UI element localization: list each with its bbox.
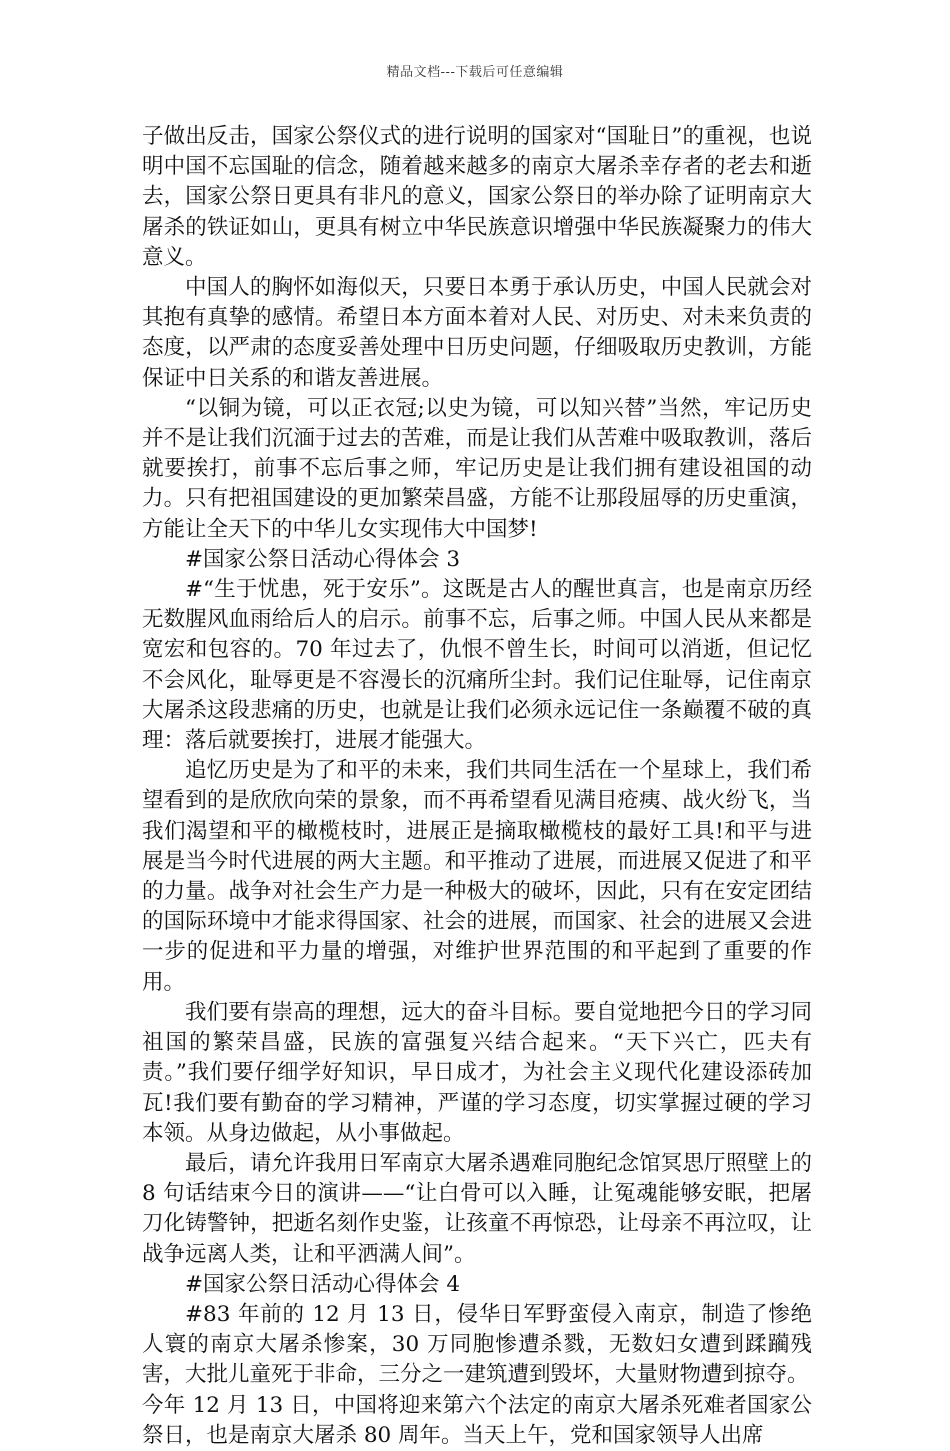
document-body: [142, 122, 812, 1451]
paragraph: 今年 12 月 13 日，中国将迎来第六个法定的南京大屠杀死难者国家公祭日，也是南京大屠杀 80 周年。当天上午，党和国家领导人出席: [142, 1392, 812, 1448]
paragraph: 追忆历史是为了和平的未来，我们共同生活在一个星球上，我们希望看到的是欣欣向荣的景象，而不再希望看见满目疮痍、战火纷飞，当我们渴望和平的橄榄枝时，进展正是摘取橄榄枝的最好工具!和平与进展是当今时代进展的两大主题。和平推动了进展，而进展又促进了和平的力量。战争对社会生产力是一种极大的破坏，因此，只有在安定团结的国际环境中才能求得国家、社会的进展，而国家、社会的进展又会进一步的促进和平力量的增强，对维护世界范围的和平起到了重要的作用。: [142, 758, 812, 995]
paragraph: #83 年前的 12 月 13 日，侵华日军野蛮侵入南京，制造了惨绝人寰的南京大屠杀惨案，30 万同胞惨遭杀戮，无数妇女遭到蹂躏残害，大批儿童死于非命，三分之一建筑遭到毁坏，大量财物遭到掠夺。: [142, 1301, 812, 1388]
section-heading: #国家公祭日活动心得体会 3: [185, 546, 461, 572]
paragraph: “以铜为镜，可以正衣冠;以史为镜，可以知兴替”当然，牢记历史并不是让我们沉湎于过去的苦难，而是让我们从苦难中吸取教训，落后就要挨打，前事不忘后事之师，牢记历史是让我们拥有建设祖国的动力。只有把祖国建设的更加繁荣昌盛，方能不让那段屈辱的历史重演，方能让全天下的中华儿女实现伟大中国梦!: [142, 395, 812, 542]
page-header: 精品文档---下载后可任意编辑: [386, 65, 564, 80]
paragraph: 中国人的胸怀如海似天，只要日本勇于承认历史，中国人民就会对其抱有真挚的感情。希望日本方面本着对人民、对历史、对未来负责的态度，以严肃的态度妥善处理中日历史问题，仔细吸取历史教训，方能保证中日关系的和谐友善进展。: [142, 275, 812, 391]
paragraph: 子做出反击，国家公祭仪式的进行说明的国家对“国耻日”的重视，也说明中国不忘国耻的信念，随着越来越多的南京大屠杀幸存者的老去和逝去，国家公祭日更具有非凡的意义，国家公祭日的举办除了证明南京大屠杀的铁证如山，更具有树立中华民族意识增强中华民族凝聚力的伟大意义。: [142, 124, 812, 270]
paragraph: 我们要有崇高的理想，远大的奋斗目标。要自觉地把今日的学习同祖国的繁荣昌盛，民族的富强复兴结合起来。“天下兴亡，匹夫有责。”我们要仔细学好知识，早日成才，为社会主义现代化建设添砖加瓦!我们要有勤奋的学习精神，严谨的学习态度，切实掌握过硬的学习本领。从身边做起，从小事做起。: [142, 999, 812, 1146]
paragraph: #“生于忧患，死于安乐”。这既是古人的醒世真言，也是南京历经无数腥风血雨给后人的启示。前事不忘，后事之师。中国人民从来都是宽宏和包容的。70 年过去了，仇恨不曾生长，时间可以消逝，但记忆不会风化，耻辱更是不容漫长的沉痛所尘封。我们记住耻辱，记住南京大屠杀这段悲痛的历史，也就是让我们必须永远记住一条巅覆不破的真理：落后就要挨打，进展才能强大。: [142, 577, 812, 754]
paragraph: 最后，请允许我用日军南京大屠杀遇难同胞纪念馆冥思厅照壁上的 8 句话结束今日的演讲——“让白骨可以入睡，让冤魂能够安眠，把屠刀化铸警钟，把逝名刻作史鉴，让孩童不再惊恐，让母亲不再泣叹，让战争远离人类，让和平洒满人间”。: [142, 1150, 812, 1267]
section-heading: #国家公祭日活动心得体会 4: [185, 1271, 461, 1297]
